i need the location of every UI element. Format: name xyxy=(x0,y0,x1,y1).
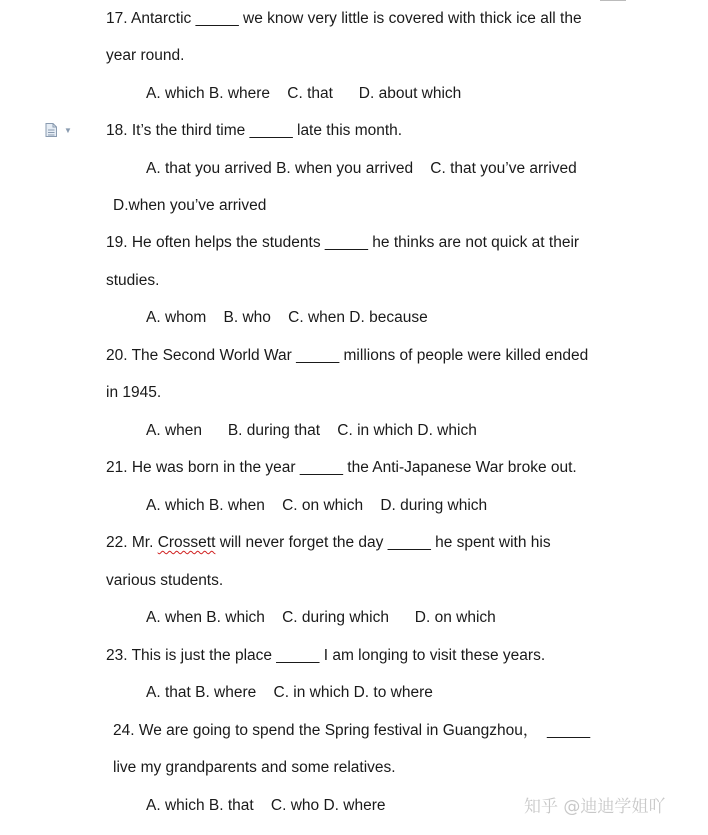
question-24-stem: 24. We are going to spend the Spring festival in Guangzhou， _____ xyxy=(113,722,591,739)
question-17-stem-cont: year round. xyxy=(106,47,185,64)
question-18-options: A. that you arrived B. when you arrived C. that you’ve arrived xyxy=(146,160,577,177)
question-21-stem: 21. He was born in the year _____ the Anti-Japanese War broke out. xyxy=(106,459,577,476)
question-22-stem-post: will never forget the day _____ he spent with his xyxy=(215,534,551,551)
document-icon[interactable] xyxy=(45,123,57,137)
spellcheck-word[interactable]: Crossett xyxy=(157,534,216,551)
question-19-options: A. whom B. who C. when D. because xyxy=(146,309,428,326)
question-22-stem-cont: various students. xyxy=(106,572,224,589)
question-22-options: A. when B. which C. during which D. on which xyxy=(146,609,496,626)
question-20-stem-cont: in 1945. xyxy=(106,384,162,401)
question-17-stem: 17. Antarctic _____ we know very little is covered with thick ice all the xyxy=(106,10,582,27)
question-22-stem-pre: 22. Mr. xyxy=(106,534,158,551)
question-24-options: A. which B. that C. who D. where xyxy=(146,797,386,814)
question-21-options: A. which B. when C. on which D. during which xyxy=(146,497,488,514)
question-23-options: A. that B. where C. in which D. to where xyxy=(146,684,433,701)
question-20-options: A. when B. during that C. in which D. which xyxy=(146,422,477,439)
question-18-options-cont: D.when you’ve arrived xyxy=(113,197,267,214)
question-18-stem: 18. It’s the third time _____ late this month. xyxy=(106,122,403,139)
question-19-stem: 19. He often helps the students _____ he thinks are not quick at their xyxy=(106,234,580,251)
question-23-stem: 23. This is just the place _____ I am longing to visit these years. xyxy=(106,647,546,664)
question-24-stem-cont: live my grandparents and some relatives. xyxy=(113,759,396,776)
dropdown-caret-icon[interactable]: ▼ xyxy=(64,126,72,135)
question-17-options: A. which B. where C. that D. about which xyxy=(146,85,462,102)
question-20-stem: 20. The Second World War _____ millions of people were killed ended xyxy=(106,347,589,364)
page-edge xyxy=(600,0,626,1)
question-19-stem-cont: studies. xyxy=(106,272,160,289)
watermark: 知乎 @迪迪学姐吖 xyxy=(524,797,666,817)
question-22-stem xyxy=(106,533,551,553)
